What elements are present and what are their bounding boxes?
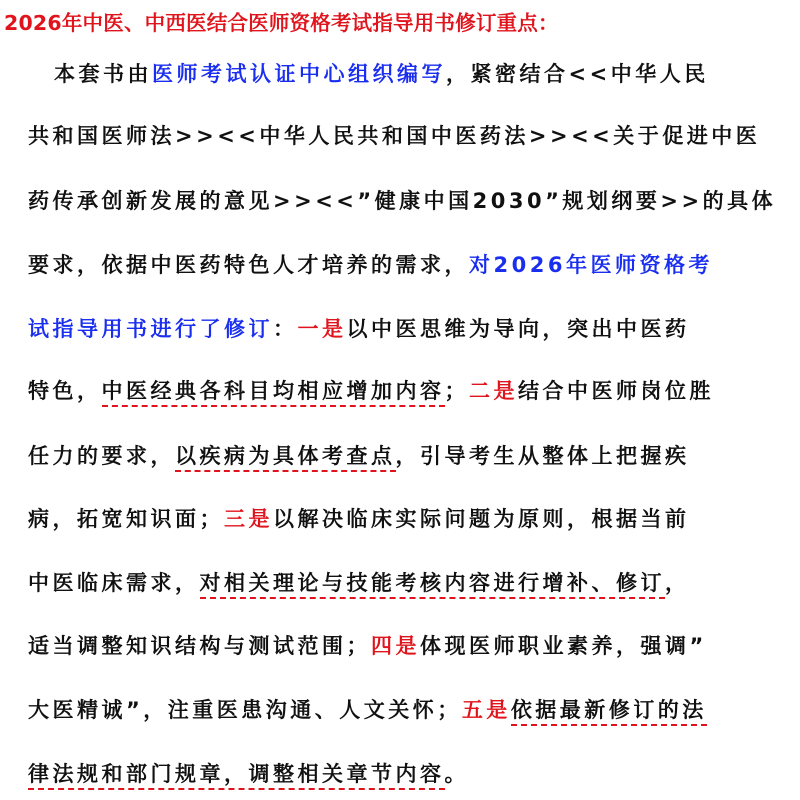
text-segment: 药传承创新发展的意见>><<”健康中国2030”规划纲要>>的具体 bbox=[28, 189, 777, 213]
paragraph-line-2 bbox=[28, 120, 760, 150]
text-segment: 共和国医师法>><<中华人民共和国中医药法>><<关于促进中医 bbox=[28, 124, 761, 148]
paragraph-line-5 bbox=[28, 313, 690, 343]
text-segment: ： bbox=[273, 317, 298, 341]
text-segment: ， bbox=[665, 571, 690, 595]
text-segment: 特色， bbox=[28, 379, 102, 403]
underlined-text: 对相关理论与技能考核内容进行增补、修订 bbox=[200, 571, 666, 599]
paragraph-line-9 bbox=[28, 567, 690, 597]
text-segment: 以解决临床实际问题为原则，根据当前 bbox=[273, 507, 690, 531]
text-segment: ，引导考生从整体上把握疾 bbox=[395, 444, 690, 468]
paragraph-line-3 bbox=[28, 185, 776, 215]
point-label-3: 三是 bbox=[224, 507, 273, 531]
paragraph-line-7 bbox=[28, 440, 690, 470]
paragraph-line-10 bbox=[28, 630, 707, 660]
text-segment: 中医临床需求， bbox=[28, 571, 200, 595]
highlight-blue: 试指导用书进行了修订 bbox=[28, 317, 273, 341]
paragraph-line-6 bbox=[28, 375, 714, 405]
text-segment: 体现医师职业素养，强调” bbox=[420, 634, 707, 658]
underlined-text: 律法规和部门规章，调整相关章节内容 bbox=[28, 762, 445, 790]
underlined-text: 依据最新修订的法 bbox=[511, 698, 707, 726]
page-title: 2026年中医、中西医结合医师资格考试指导用书修订重点： bbox=[4, 11, 559, 35]
text-segment: 结合中医师岗位胜 bbox=[518, 379, 714, 403]
highlight-blue: 医师考试认证中心组织编写 bbox=[152, 62, 446, 86]
paragraph-line-11 bbox=[28, 694, 707, 724]
point-label-5: 五是 bbox=[461, 698, 511, 722]
point-label-2: 二是 bbox=[469, 379, 518, 403]
point-label-4: 四是 bbox=[371, 634, 420, 658]
text-segment: ，紧密结合<<中华人民 bbox=[446, 62, 709, 86]
text-segment: 任力的要求， bbox=[28, 444, 175, 468]
paragraph-line-4 bbox=[28, 249, 713, 279]
text-segment: ； bbox=[444, 379, 469, 403]
underlined-text: 中医经典各科目均相应增加内容 bbox=[102, 379, 445, 407]
text-segment: 大医精诚”，注重医患沟通、人文关怀； bbox=[28, 698, 462, 722]
text-segment: 适当调整知识结构与测试范围； bbox=[28, 634, 371, 658]
text-segment: 。 bbox=[444, 762, 469, 786]
underlined-text: 以疾病为具体考查点 bbox=[175, 444, 396, 472]
paragraph-line-1 bbox=[28, 58, 709, 88]
paragraph-line-8 bbox=[28, 503, 690, 533]
text-segment: 以中医思维为导向，突出中医药 bbox=[346, 317, 690, 341]
point-label-1: 一是 bbox=[297, 317, 347, 341]
text-segment: 要求，依据中医药特色人才培养的需求， bbox=[28, 253, 469, 277]
text-segment: 本套书由 bbox=[54, 62, 152, 86]
text-segment: 病，拓宽知识面； bbox=[28, 507, 224, 531]
paragraph-line-12 bbox=[28, 758, 469, 788]
highlight-blue: 对2026年医师资格考 bbox=[469, 253, 713, 277]
